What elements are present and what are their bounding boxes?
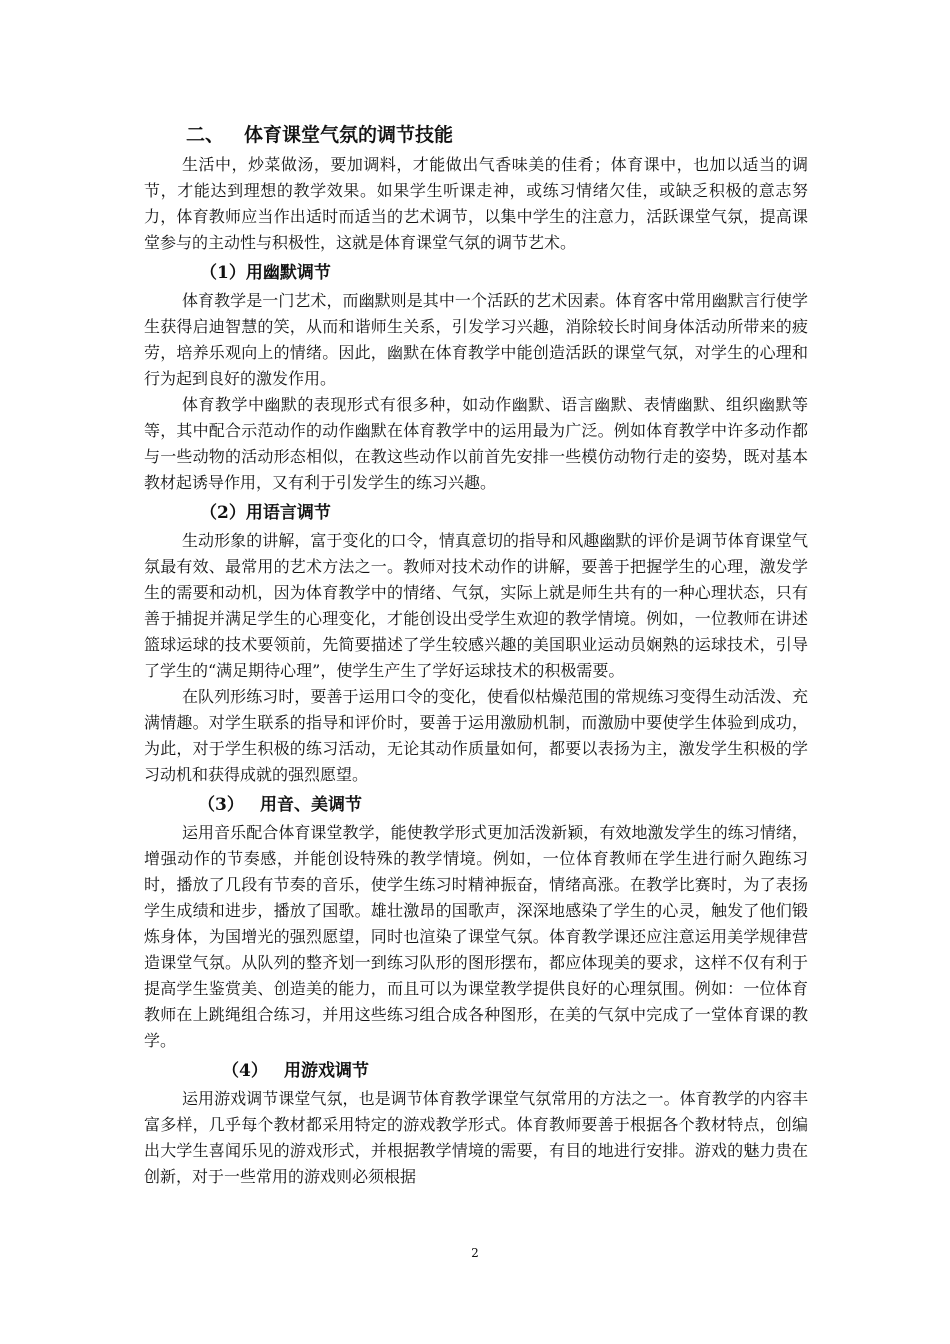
subheading-label: （4）	[222, 1061, 268, 1081]
subheading-language	[144, 498, 808, 528]
subheading-label: （1）	[200, 263, 246, 283]
games-paragraph-1: 运用游戏调节课堂气氛，也是调节体育教学课堂气氛常用的方法之一。体育教学的内容丰富多样，几乎每个教材都采用特定的游戏教学形式。体育教师要善于根据各个教材特点，创编出大学生喜闻乐见的游戏形式，并根据教学情境的需要，有目的地进行安排。游戏的魅力贵在创新，对于一些常用的游戏则必须根据	[144, 1089, 808, 1186]
page-content	[144, 120, 808, 1190]
subheading-music-beauty	[144, 790, 808, 820]
humor-paragraph-2: 体育教学中幽默的表现形式有很多种，如动作幽默、语言幽默、表情幽默、组织幽默等等，其中配合示范动作的动作幽默在体育教学中的运用最为广泛。例如体育教学中许多动作都与一些动物的活动形态相似，在教这些动作以前首先安排一些模仿动物行走的姿势，既对基本教材起诱导作用，又有利于引发学生的练习兴趣。	[144, 395, 808, 492]
intro-paragraph: 生活中，炒菜做汤，要加调料，才能做出气香味美的佳肴；体育课中，也加以适当的调节，才能达到理想的教学效果。如果学生听课走神，或练习情绪欠佳，或缺乏积极的意志努力，体育教师应当作出适时而适当的艺术调节，以集中学生的注意力，活跃课堂气氛，提高课堂参与的主动性与积极性，这就是体育课堂气氛的调节艺术。	[144, 155, 808, 252]
subheading-label: （2）	[200, 503, 246, 523]
subheading-title: 用语言调节	[245, 503, 331, 523]
subheading-title: 用音、美调节	[260, 795, 362, 815]
subheading-title: 用游戏调节	[284, 1061, 369, 1081]
language-paragraph-2: 在队列形练习时，要善于运用口令的变化，使看似枯燥范围的常规练习变得生动活泼、充满情趣。对学生联系的指导和评价时，要善于运用激励机制，而激励中要使学生体验到成功，为此，对于学生积极的练习活动，无论其动作质量如何，都要以表扬为主，激发学生积极的学习动机和获得成就的强烈愿望。	[144, 687, 808, 784]
humor-paragraph-1: 体育教学是一门艺术，而幽默则是其中一个活跃的艺术因素。体育客中常用幽默言行使学生获得启迪智慧的笑，从而和谐师生关系，引发学习兴趣，消除较长时间身体活动所带来的疲劳，培养乐观向上的情绪。因此，幽默在体育教学中能创造活跃的课堂气氛，对学生的心理和行为起到良好的激发作用。	[144, 291, 808, 388]
music-paragraph-1: 运用音乐配合体育课堂教学，能使教学形式更加活泼新颖，有效地激发学生的练习情绪，增强动作的节奏感，并能创设特殊的教学情境。例如，一位体育教师在学生进行耐久跑练习时，播放了几段有节奏的音乐，使学生练习时精神振奋，情绪高涨。在教学比赛时，为了表扬学生成绩和进步，播放了国歌。雄壮激昂的国歌声，深深地感染了学生的心灵，触发了他们锻炼身体，为国增光的强烈愿望，同时也渲染了课堂气氛。体育教学课还应注意运用美学规律营造课堂气氛。从队列的整齐划一到练习队形的图形摆布，都应体现美的要求，这样不仅有利于提高学生鉴赏美、创造美的能力，而且可以为课堂教学提供良好的心理氛围。例如：一位体育教师在上跳绳组合练习，并用这些练习组合成各种图形，在美的气氛中完成了一堂体育课的教学。	[144, 823, 808, 1050]
section-title: 体育课堂气氛的调节技能	[244, 124, 454, 146]
language-paragraph-1: 生动形象的讲解，富于变化的口令，情真意切的指导和风趣幽默的评价是调节体育课堂气氛最有效、最常用的艺术方法之一。教师对技术动作的讲解，要善于把握学生的心理，激发学生的需要和动机，因为体育教学中的情绪、气氛，实际上就是师生共有的一种心理状态，只有善于捕捉并满足学生的心理变化，才能创设出受学生欢迎的教学情境。例如，一位教师在讲述篮球运球的技术要领前，先简要描述了学生较感兴趣的美国职业运动员娴熟的运球技术，引导了学生的“满足期待心理”，使学生产生了学好运球技术的积极需要。	[144, 531, 808, 680]
subheading-title: 用幽默调节	[245, 263, 331, 283]
page-number: 2	[471, 1246, 479, 1260]
subheading-humor	[144, 258, 808, 288]
section-number: 二、	[186, 124, 225, 146]
subheading-label: （3）	[198, 795, 244, 815]
subheading-games	[144, 1056, 808, 1086]
section-heading	[186, 120, 808, 150]
